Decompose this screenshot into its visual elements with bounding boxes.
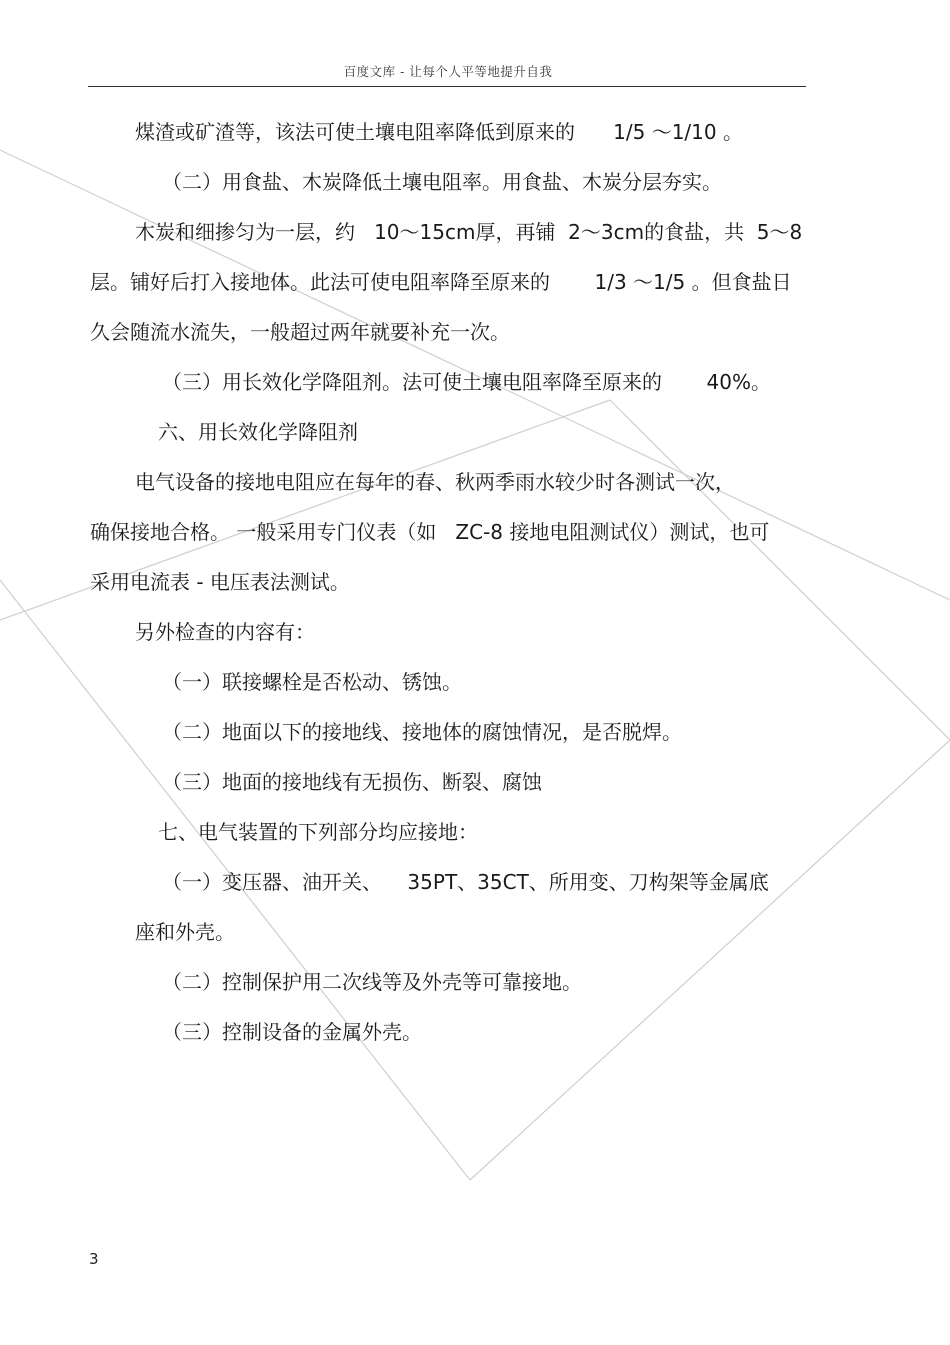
body-line-9: 确保接地合格。 一般采用专门仪表（如 ZC-8 接地电阻测试仪）测试，也可 — [90, 520, 770, 544]
body-line-13: （二）地面以下的接地线、接地体的腐蚀情况，是否脱焊。 — [162, 720, 682, 744]
body-line-4: 层。铺好后打入接地体。此法可使电阻率降至原来的 1/3 ～1/5 。但食盐日 — [90, 270, 792, 294]
watermark-line — [610, 400, 950, 740]
body-line-19: （三）控制设备的金属外壳。 — [162, 1020, 422, 1044]
body-line-10: 采用电流表 - 电压表法测试。 — [90, 570, 350, 594]
page-header: 百度文库 - 让每个人平等地提升自我 — [343, 64, 553, 79]
body-line-5: 久会随流水流失，一般超过两年就要补充一次。 — [90, 320, 510, 344]
header-divider — [88, 86, 806, 87]
body-line-17: 座和外壳。 — [135, 920, 235, 944]
body-line-1: 煤渣或矿渣等，该法可使土壤电阻率降低到原来的 1/5 ～1/10 。 — [135, 120, 743, 144]
body-line-11: 另外检查的内容有： — [135, 620, 315, 644]
watermark-line — [470, 740, 950, 1180]
body-line-12: （一）联接螺栓是否松动、锈蚀。 — [162, 670, 462, 694]
body-line-18: （二）控制保护用二次线等及外壳等可靠接地。 — [162, 970, 582, 994]
body-line-3: 木炭和细掺匀为一层，约 10～15cm厚，再铺 2～3cm的食盐，共 5～8 — [135, 220, 803, 244]
section-heading-7: 七、电气装置的下列部分均应接地： — [158, 820, 478, 844]
body-line-16: （一）变压器、油开关、 35PT、35CT、所用变、刀构架等金属底 — [162, 870, 769, 894]
body-line-6: （三）用长效化学降阻剂。法可使土壤电阻率降至原来的 40%。 — [162, 370, 771, 394]
page-number: 3 — [89, 1250, 99, 1268]
body-line-14: （三）地面的接地线有无损伤、断裂、腐蚀 — [162, 770, 542, 794]
section-heading-6: 六、用长效化学降阻剂 — [158, 420, 358, 444]
body-line-2: （二）用食盐、木炭降低土壤电阻率。用食盐、木炭分层夯实。 — [162, 170, 722, 194]
body-line-8: 电气设备的接地电阻应在每年的春、秋两季雨水较少时各测试一次， — [135, 470, 735, 494]
